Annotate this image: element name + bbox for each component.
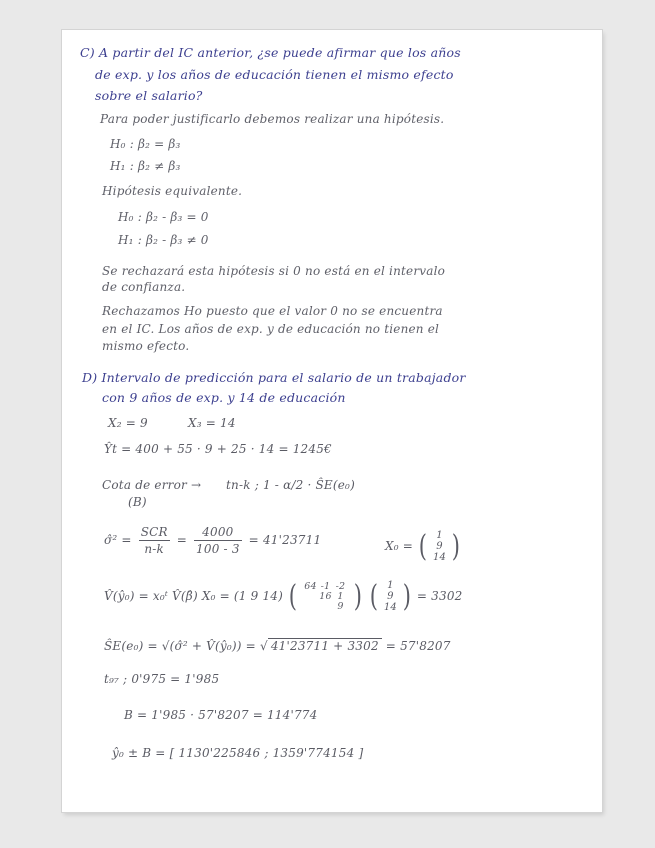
point-prediction: Ŷt = 400 + 55 · 9 + 25 · 14 = 1245€	[104, 442, 332, 456]
se-sqrt-content: 41'23711 + 3302	[268, 638, 382, 653]
x0-label: X₀ =	[385, 539, 414, 553]
x0-element: 1	[387, 580, 394, 591]
matrix-cell: 1	[337, 590, 344, 602]
conclusion-line-1: Rechazamos Ho puesto que el valor 0 no se encuentra	[102, 304, 443, 318]
matrix-cell: 16	[319, 590, 332, 602]
x0-element: 14	[383, 602, 397, 613]
sigma-squared-equation	[104, 524, 321, 557]
se-lhs: ŜE(e₀) = √(σ̂² + V̂(ŷ₀)) =	[104, 639, 256, 653]
equivalent-hypothesis-label: Hipótesis equivalente.	[102, 184, 243, 198]
sigma-squared-result: = 41'23711	[248, 533, 322, 547]
matrix-cell: -2	[335, 580, 346, 592]
x0-element: 9	[436, 541, 443, 552]
standard-error-equation: ŜE(e₀) = √(σ̂² + V̂(ŷ₀)) = √ 41'23711 + 3302 = 57'8207	[104, 639, 451, 653]
error-bound-label: Cota de error →	[102, 478, 202, 492]
justification-text: Para poder justificarlo debemos realizar una hipótesis.	[100, 112, 445, 126]
x0-vector: X₀ = ( 1 9 14 )	[385, 528, 461, 564]
x3-value: X₃ = 14	[188, 416, 236, 430]
x0-vector-repeat	[384, 580, 397, 613]
matrix-cell: 64	[304, 580, 317, 592]
x2-value: X₂ = 9	[108, 416, 148, 430]
scr-denominator: n-k	[144, 542, 165, 556]
matrix-cell: 9	[337, 600, 344, 612]
covariance-matrix	[303, 582, 348, 612]
scr-fraction	[139, 524, 170, 557]
x0-element: 1	[436, 530, 443, 541]
question-c-line-1: C) A partir del IC anterior, ¿se puede afirmar que los años	[80, 45, 461, 60]
rejection-rule-line-2: de confianza.	[102, 280, 186, 294]
variance-lhs: V̂(ŷ₀) = x₀ᵗ V̂(β̂) X₀ = (1 9 14)	[104, 589, 284, 603]
value-fraction	[194, 524, 242, 557]
prediction-interval: ŷ₀ ± B = [ 1130'225846 ; 1359'774154 ]	[112, 746, 364, 760]
alt-hypothesis-equivalent: H₁ : β₂ - β₃ ≠ 0	[118, 233, 209, 247]
scr-numerator: SCR	[140, 525, 168, 539]
equals-sign: =	[176, 533, 188, 547]
x0-element: 9	[387, 591, 394, 602]
rejection-rule-line-1: Se rechazará esta hipótesis si 0 no está en el intervalo	[102, 264, 446, 278]
question-d-line-1: D) Intervalo de predicción para el salario de un trabajador	[82, 370, 466, 385]
variance-result: = 3302	[416, 589, 463, 603]
x0-element: 14	[432, 552, 447, 563]
error-bound-calculation: B = 1'985 · 57'8207 = 114'774	[124, 708, 318, 722]
b-label: (B)	[128, 495, 147, 509]
question-d-line-2: con 9 años de exp. y 14 de educación	[102, 390, 346, 405]
prediction-variance-equation: V̂(ŷ₀) = x₀ᵗ V̂(β̂) X₀ = (1 9 14) ( 64 -1 -2 16 1 9 ) ( 1 9 14 ) = 3302	[104, 578, 463, 614]
question-c-line-3: sobre el salario?	[95, 88, 203, 103]
null-hypothesis-equivalent: H₀ : β₂ - β₃ = 0	[118, 210, 209, 224]
alt-hypothesis: H₁ : β₂ ≠ β₃	[110, 159, 181, 173]
conclusion-line-2: en el IC. Los años de exp. y de educación no tienen el	[102, 322, 440, 336]
question-c-line-2: de exp. y los años de educación tienen el mismo efecto	[95, 67, 454, 82]
error-bound-formula: tn-k ; 1 - α/2 · ŜE(e₀)	[226, 478, 355, 492]
se-result: = 57'8207	[385, 639, 451, 653]
conclusion-line-3: mismo efecto.	[102, 339, 190, 353]
t-quantile: t₉₇ ; 0'975 = 1'985	[104, 672, 220, 686]
value-denominator: 100 - 3	[196, 542, 240, 556]
matrix-cell: -1	[320, 580, 331, 592]
x0-vector-values	[433, 530, 446, 563]
sigma-squared-lhs: σ̂² =	[104, 533, 132, 547]
value-numerator: 4000	[194, 524, 242, 541]
null-hypothesis: H₀ : β₂ = β₃	[110, 137, 181, 151]
